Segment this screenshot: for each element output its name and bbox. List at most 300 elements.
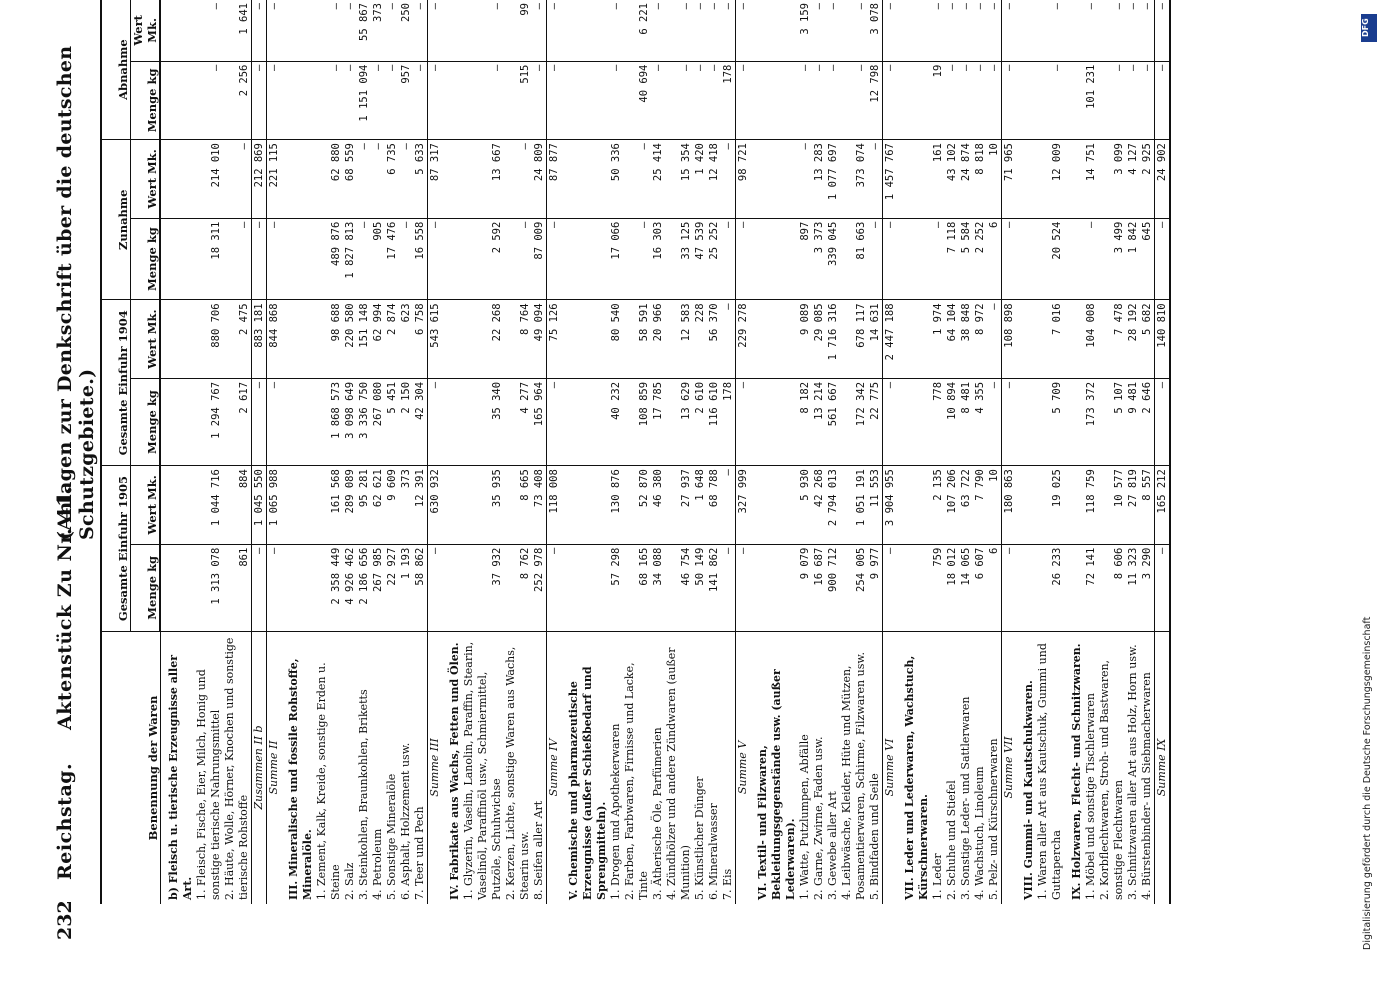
section-heading-row [750,0,798,904]
subheader-menge: Menge kg [131,378,161,465]
table-cell: 64 104 [945,300,959,379]
table-cell [750,544,798,631]
table-cell: 27 937 [665,466,693,545]
table-cell: 24 874 [959,140,973,219]
table-cell: 1 716 316 [826,300,840,379]
table-cell [897,61,931,140]
table-cell: 40 694 [623,61,651,140]
row-label: 2. Häute, Wolle, Hörner, Knochen und sonstige tierische Rohstoffe [222,637,250,900]
table-cell [442,0,462,61]
row-label: Zusammen II b [251,631,266,904]
table-cell: — [251,544,266,631]
table-cell: 27 819 [1126,466,1140,545]
section-heading-row [442,0,462,904]
row-label: 2. Schuhe und Stiefel [944,780,958,900]
table-cell: — [959,61,973,140]
row-label: Summe VI [882,631,897,904]
row-label: Summe III [427,631,442,904]
table-cell: 9 079 [798,544,812,631]
import-statistics-table [100,0,1171,904]
table-cell: — [1098,61,1126,140]
table-cell: — [609,61,623,140]
table-cell: — [1001,544,1016,631]
table-cell: 8 972 [973,300,987,379]
subheader-wert: Wert Mk. [131,466,161,545]
row-label: Summe IV [546,631,561,904]
table-cell: 1 827 813 [343,218,357,300]
table-cell: 10 577 [1098,466,1126,545]
table-cell [750,218,798,300]
table-cell: 108 859 [623,378,651,465]
row-label: 1. Zement, Kalk, Kreide, sonstige Erden u. Steine [314,662,342,900]
table-cell: — [251,218,266,300]
table-row [315,0,343,904]
table-cell [1064,0,1084,61]
table-cell: 12 583 [665,300,693,379]
table-row [826,0,840,904]
row-label: 3. Gewebe aller Art [825,791,839,900]
table-cell [281,466,315,545]
row-label: 5. Künstlicher Dünger [692,776,706,900]
table-cell: 5 682 [1140,300,1155,379]
row-label: 6. Mineralwasser [706,803,720,900]
table-cell [1016,300,1036,379]
table-row [945,0,959,904]
table-cell: 13 629 [665,378,693,465]
row-label: IX. Holzwaren, Flecht- und Schnitzwaren. [1069,643,1083,900]
table-cell: 15 354 [665,140,693,219]
table-cell: — [462,61,504,140]
dfg-credit [1360,10,1378,990]
table-cell: — [1036,0,1064,61]
table-cell: — [945,0,959,61]
table-cell: 9 977 [868,544,883,631]
table-row [651,0,665,904]
subheader-wert: Wert Mk. [131,0,161,61]
table-cell: 6 607 [973,544,987,631]
table-row [840,0,868,904]
table-cell [1064,466,1084,545]
table-cell: 13 214 [812,378,826,465]
table-cell: — [251,378,266,465]
row-label: 2. Garne, Zwirne, Faden usw. [811,736,825,900]
col-header-1904: Gesamte Einfuhr 1904 [101,300,131,466]
row-label: 2. Korbflechtwaren, Stroh- und Bastwaren, sonstige Flechtwaren [1097,659,1125,900]
table-cell: 8 764 [504,300,532,379]
table-cell: 178 [721,378,736,465]
table-cell: — [651,0,665,61]
table-cell [442,61,462,140]
table-cell: 16 687 [812,544,826,631]
table-cell [281,218,315,300]
table-cell: — [987,300,1002,379]
table-cell: 50 149 [693,544,707,631]
table-cell: 3 373 [812,218,826,300]
table-cell: — [1154,0,1170,61]
table-cell: 3 078 [868,0,883,61]
table-row [1126,0,1140,904]
table-cell: 1 193 [399,544,413,631]
table-row [223,0,252,904]
table-cell: — [959,0,973,61]
table-cell: — [532,61,547,140]
table-cell: 2 646 [1140,378,1155,465]
table-cell: 8 182 [798,378,812,465]
table-cell: 17 785 [651,378,665,465]
table-cell [160,378,195,465]
table-cell: 87 877 [546,140,561,219]
table-row [868,0,883,904]
table-cell: 16 303 [651,218,665,300]
summary-row [735,0,750,904]
table-cell: 489 876 [315,218,343,300]
table-cell: 254 005 [840,544,868,631]
table-cell: 5 930 [798,466,812,545]
table-cell: 6 735 [385,140,399,219]
table-cell: 2 475 [223,300,252,379]
table-row [798,0,812,904]
table-cell: 56 370 [707,300,721,379]
row-label: 2. Kerzen, Lichte, sonstige Waren aus Wachs, Stearin usw. [503,646,531,900]
table-cell: — [266,544,281,631]
table-cell: — [623,140,651,219]
table-cell: — [1154,378,1170,465]
table-cell: 1 641 [223,0,252,61]
table-cell: — [427,0,442,61]
table-cell: — [1001,0,1016,61]
table-cell: 8 665 [504,466,532,545]
table-row [812,0,826,904]
summary-row [1001,0,1016,904]
table-row [1036,0,1064,904]
summary-row [427,0,442,904]
table-cell: 22 775 [868,378,883,465]
table-cell: — [1140,61,1155,140]
row-label: 1. Drogen und Apothekerwaren [608,723,622,900]
table-cell: 7 478 [1098,300,1126,379]
row-label: b) Fleisch u. tierische Erzeugnisse aller Art. [166,655,194,900]
table-cell: — [1001,378,1016,465]
table-cell: 220 580 [343,300,357,379]
table-cell: 1 648 [693,466,707,545]
row-label: 1. Glyzerin, Vaselin, Lanolin, Paraffin, Stearin, Vaselinöl, Paraffinöl usw., Schmiermittel, Putzöle, Schuhwichse [461,641,503,900]
table-cell: 180 863 [1001,466,1016,545]
table-row [609,0,623,904]
table-cell: — [987,61,1002,140]
table-cell: 7 016 [1036,300,1064,379]
col-header-abnahme: Abnahme [101,0,131,140]
table-cell: 2 256 [223,61,252,140]
table-cell: 1 045 550 [251,466,266,545]
table-cell: 900 712 [826,544,840,631]
table-cell: — [413,0,428,61]
table-cell: — [868,140,883,219]
table-cell: — [826,0,840,61]
col-header-1905: Gesamte Einfuhr 1905 [101,466,131,632]
table-cell: 118 759 [1084,466,1098,545]
table-cell: 33 125 [665,218,693,300]
table-cell: 623 [399,300,413,379]
table-cell: 42 268 [812,466,826,545]
table-cell: 35 340 [462,378,504,465]
table-cell: — [987,378,1002,465]
section-heading-row [160,0,195,904]
table-cell: 778 [931,378,945,465]
dfg-logo: DFG [1361,14,1377,42]
table-cell: — [931,218,945,300]
table-cell: 68 165 [623,544,651,631]
table-cell: 2 592 [462,218,504,300]
table-cell: 3 336 750 [357,378,371,465]
table-cell: — [826,61,840,140]
table-cell: 221 115 [266,140,281,219]
table-cell: — [251,61,266,140]
table-cell: 2 447 188 [882,300,897,379]
table-cell [160,218,195,300]
table-cell: — [357,140,371,219]
table-cell [750,466,798,545]
table-cell: 50 336 [609,140,623,219]
table-cell [897,218,931,300]
table-cell: 165 964 [532,378,547,465]
table-cell: 8 481 [959,378,973,465]
table-row [693,0,707,904]
table-cell: — [266,378,281,465]
table-cell: — [266,61,281,140]
table-cell [1016,0,1036,61]
table-cell: 13 283 [812,140,826,219]
table-cell: 561 667 [826,378,840,465]
table-cell: — [266,218,281,300]
table-cell: 4 926 462 [343,544,357,631]
table-cell: — [504,140,532,219]
table-cell: 37 932 [462,544,504,631]
table-cell [442,466,462,545]
row-label: 1. Waren aller Art aus Kautschuk, Gummi und Guttapercha [1035,643,1063,900]
table-cell [1016,378,1036,465]
table-cell: — [882,0,897,61]
table-cell: 327 999 [735,466,750,545]
table-cell [561,61,609,140]
table-cell: — [721,0,736,61]
table-cell: 87 009 [532,218,547,300]
table-cell [750,378,798,465]
row-label: 2. Salz [342,862,356,900]
table-cell: 28 192 [1126,300,1140,379]
table-cell [1064,378,1084,465]
table-row [707,0,721,904]
table-cell: 1 044 716 [195,466,223,545]
table-cell: 2 617 [223,378,252,465]
table-cell: 130 876 [609,466,623,545]
table-cell: — [1154,218,1170,300]
table-cell [160,300,195,379]
table-cell [750,0,798,61]
row-label: VII. Leder und Lederwaren, Wachstuch, Kürschnerwaren. [902,655,930,900]
table-cell: 68 559 [343,140,357,219]
table-cell: 173 372 [1084,378,1098,465]
table-cell [750,61,798,140]
table-cell: — [1036,61,1064,140]
table-cell: — [251,0,266,61]
table-cell: — [973,61,987,140]
table-cell: 759 [931,544,945,631]
row-label: 5. Sonstige Mineralöle [384,773,398,900]
table-row [721,0,736,904]
table-row [371,0,385,904]
table-cell: 267 985 [371,544,385,631]
table-cell [442,140,462,219]
table-cell: 7 790 [973,466,987,545]
table-cell: 52 870 [623,466,651,545]
table-cell: 2 186 656 [357,544,371,631]
table-cell: — [609,0,623,61]
table-cell: 9 089 [798,300,812,379]
table-cell: 104 008 [1084,300,1098,379]
table-cell: 214 010 [195,140,223,219]
table-cell: 3 499 [1098,218,1126,300]
table-cell [1016,61,1036,140]
table-cell: 1 842 [1126,218,1140,300]
subheader-menge: Menge kg [131,218,161,300]
table-cell: 18 311 [195,218,223,300]
table-cell: 63 722 [959,466,973,545]
table-cell: — [707,61,721,140]
table-cell: 14 751 [1084,140,1098,219]
table-cell [281,0,315,61]
table-cell [1064,61,1084,140]
table-cell: 108 898 [1001,300,1016,379]
table-cell: 165 212 [1154,466,1170,545]
table-cell: — [357,218,371,300]
table-cell: 58 862 [413,544,428,631]
table-cell: 9 609 [385,466,399,545]
table-cell: 9 481 [1126,378,1140,465]
table-cell: — [315,61,343,140]
table-cell: 5 107 [1098,378,1126,465]
table-cell: 6 221 [623,0,651,61]
table-row [357,0,371,904]
table-cell: 26 233 [1036,544,1064,631]
table-cell: 18 012 [945,544,959,631]
table-cell: 2 135 [931,466,945,545]
table-cell: 151 148 [357,300,371,379]
table-cell: — [798,140,812,219]
table-cell: — [427,544,442,631]
table-cell: — [343,0,357,61]
row-label: 5. Pelz- und Kürschnerwaren [986,738,1000,900]
table-cell: — [735,378,750,465]
summary-row [546,0,561,904]
table-cell: 252 978 [532,544,547,631]
table-cell: 3 099 [1098,140,1126,219]
table-cell: 2 794 013 [826,466,840,545]
table-cell [160,61,195,140]
col-header-zunahme: Zunahme [101,140,131,300]
table-cell: 55 867 [357,0,371,61]
summary-row [266,0,281,904]
table-cell: — [532,0,547,61]
table-cell [281,300,315,379]
table-cell: 24 809 [532,140,547,219]
table-cell: 22 927 [385,544,399,631]
table-row [665,0,693,904]
table-row [385,0,399,904]
table-cell: 5 584 [959,218,973,300]
section-heading-row [897,0,931,904]
table-cell [561,466,609,545]
table-cell [561,378,609,465]
table-cell: 4 127 [1126,140,1140,219]
table-cell: — [840,61,868,140]
table-cell: — [707,0,721,61]
table-cell: 8 557 [1140,466,1155,545]
table-cell: — [665,61,693,140]
table-cell: 1 420 [693,140,707,219]
table-cell: — [721,218,736,300]
table-cell: — [462,0,504,61]
section-heading-row [281,0,315,904]
table-cell: — [546,61,561,140]
table-cell: 46 380 [651,466,665,545]
table-cell [442,300,462,379]
table-cell: — [987,0,1002,61]
table-cell: 71 965 [1001,140,1016,219]
table-cell: — [1126,61,1140,140]
table-body [160,0,1170,904]
table-row [987,0,1002,904]
table-cell: 1 051 191 [840,466,868,545]
table-cell: — [882,544,897,631]
table-cell: 1 065 988 [266,466,281,545]
summary-row [882,0,897,904]
table-cell: 46 754 [665,544,693,631]
table-cell: 373 [399,466,413,545]
table-cell: 107 206 [945,466,959,545]
row-label: Summe VII [1001,631,1016,904]
table-cell: 72 141 [1084,544,1098,631]
table-cell [160,466,195,545]
table-cell [897,140,931,219]
table-cell [1064,218,1084,300]
table-cell: 3 904 955 [882,466,897,545]
table-cell: 4 355 [973,378,987,465]
table-cell: 373 [371,0,385,61]
table-cell: 140 810 [1154,300,1170,379]
row-label: 3. Ätherische Öle, Parfümerien [650,727,664,900]
table-cell: — [868,218,883,300]
table-cell: 6 758 [413,300,428,379]
table-cell: 98 721 [735,140,750,219]
table-cell: 630 932 [427,466,442,545]
table-cell [897,378,931,465]
row-label: 4. Petroleum [370,828,384,900]
table-cell: 161 [931,140,945,219]
row-label: 6. Asphalt, Holzzement usw. [398,742,412,900]
table-cell: — [371,61,385,140]
table-cell: 16 558 [413,218,428,300]
table-cell: 228 [693,300,707,379]
table-cell: 3 290 [1140,544,1155,631]
table-cell: 12 391 [413,466,428,545]
table-cell: 34 088 [651,544,665,631]
table-cell: — [1084,0,1098,61]
table-cell: 17 476 [385,218,399,300]
table-cell: 212 869 [251,140,266,219]
table-cell: 373 074 [840,140,868,219]
table-cell: — [385,0,399,61]
table-cell: 42 304 [413,378,428,465]
